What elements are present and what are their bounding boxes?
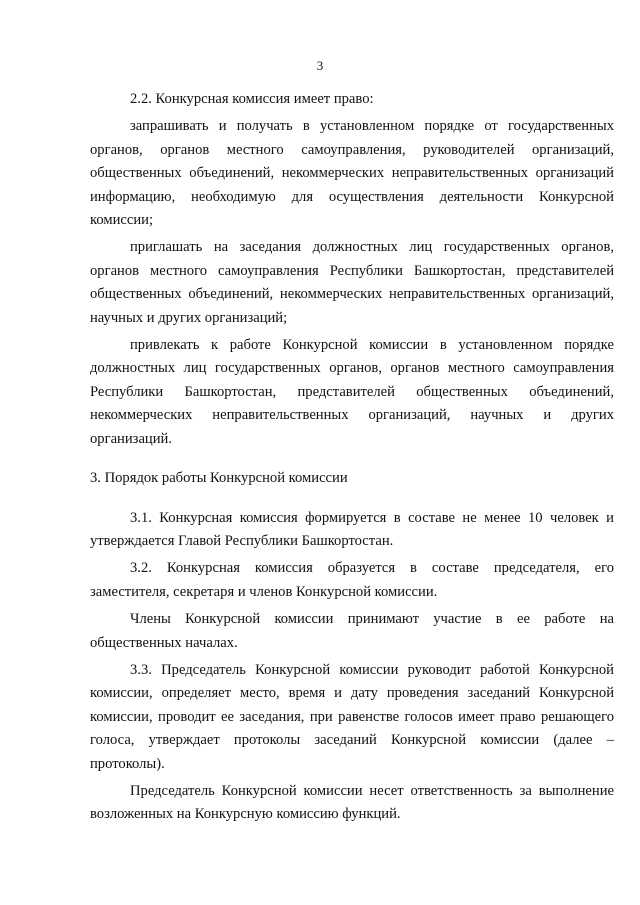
paragraph-2-2: 2.2. Конкурсная комиссия имеет право: — [130, 91, 374, 107]
paragraph-request-info: запрашивать и получать в установленном порядке от государственных органов, органов местного самоуправления, руководителей организаций, общественных объединений, некоммерческих неправительственных организаций информацию, необходимую для осуществления деятельности Конкурсной комиссии; — [90, 118, 614, 229]
section-heading-3: 3. Порядок работы Конкурсной комиссии — [90, 470, 348, 487]
paragraph-3-1: 3.1. Конкурсная комиссия формируется в составе не менее 10 человек и утверждается Главой Республики Башкортостан. — [90, 509, 614, 549]
paragraph-involve: привлекать к работе Конкурсной комиссии в установленном порядке должностных лиц государственных органов, органов местного самоуправления Республики Башкортостан, представителей общественных объединений, некоммерческих неправительственных организаций, научных и других организаций. — [90, 337, 614, 447]
paragraph-3-2: 3.2. Конкурсная комиссия образуется в составе председателя, его заместителя, секретаря и членов Конкурсной комиссии. — [90, 560, 614, 600]
paragraph-invite: приглашать на заседания должностных лиц государственных органов, органов местного самоуправления Республики Башкортостан, представителей общественных объединений, некоммерческих неправительственных организаций, научных и других организаций; — [90, 239, 614, 326]
paragraph-chair-responsibility: Председатель Конкурсной комиссии несет ответственность за выполнение возложенных на Конкурсную комиссию функций. — [90, 782, 614, 823]
paragraph-members: Члены Конкурсной комиссии принимают участие в ее работе на общественных началах. — [90, 611, 614, 651]
document-body — [90, 88, 614, 827]
page-number: 3 — [316, 58, 324, 73]
paragraph-3-3: 3.3. Председатель Конкурсной комиссии руководит работой Конкурсной комиссии, определяет место, время и дату проведения заседаний Конкурсной комиссии, проводит ее заседания, при равенстве голосов имеет право решающего голоса, утверждает протоколы заседаний Конкурсной комиссии (далее – протоколы). — [90, 661, 614, 772]
